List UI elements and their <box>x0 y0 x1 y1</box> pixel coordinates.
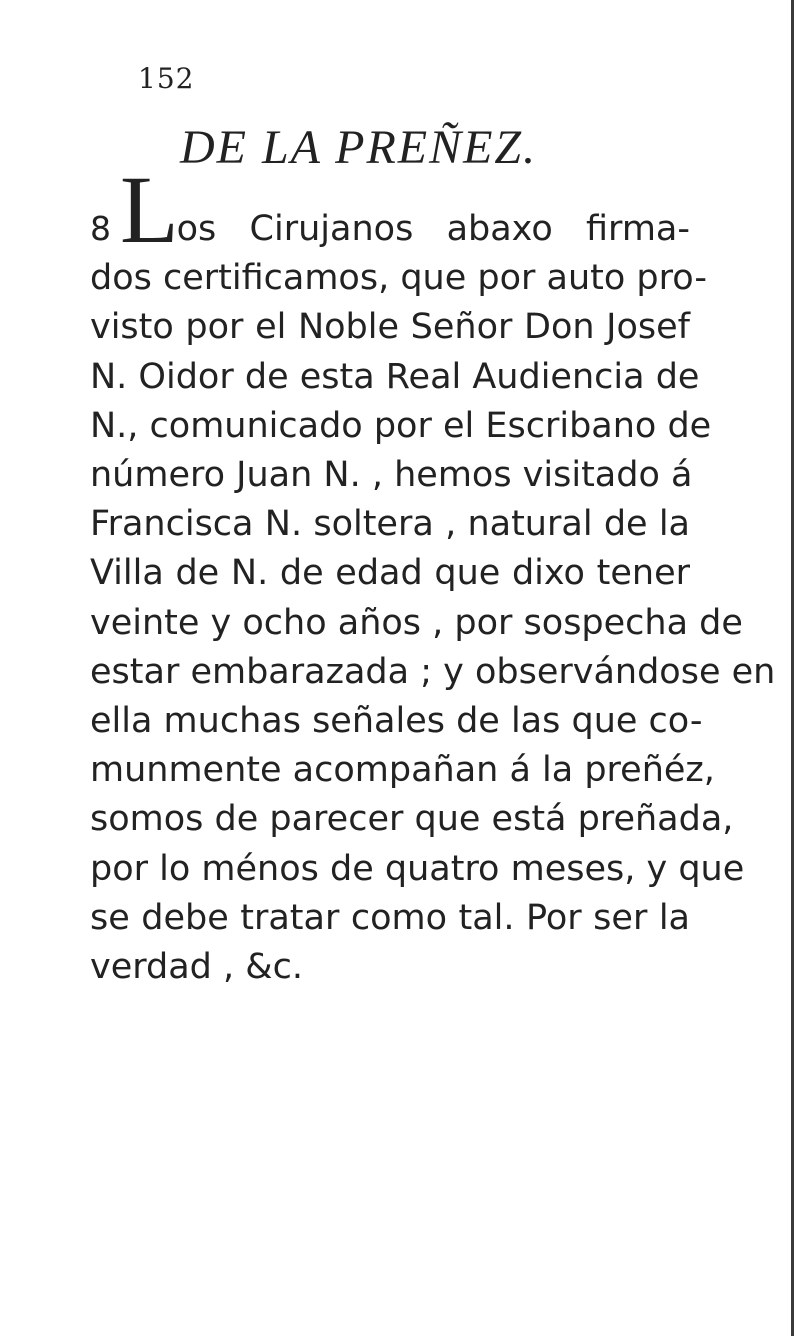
page-edge-rule <box>791 0 794 1336</box>
text-line: visto por el Noble Señor Don Josef <box>90 307 690 348</box>
page-number: 152 <box>138 62 195 95</box>
text-line: N. Oidor de esta Real Audiencia de <box>90 356 700 397</box>
text-line: veinte y ocho años , por sospecha de <box>90 602 743 643</box>
certificate-text <box>90 156 776 992</box>
text-line: verdad , &c. <box>90 947 303 988</box>
text-line: número Juan N. , hemos visitado á <box>90 455 693 496</box>
text-line: somos de parecer que está preñada, <box>90 799 734 840</box>
section-title: DE LA PREÑEZ. <box>180 121 538 174</box>
text-line: por lo ménos de quatro meses, y que <box>90 848 745 889</box>
text-line: Francisca N. soltera , natural de la <box>90 504 690 545</box>
text-line: N., comunicado por el Escribano de <box>90 405 712 446</box>
text-line: dos certificamos, que por auto pro- <box>90 258 707 299</box>
text-line: se debe tratar como tal. Por ser la <box>90 897 690 938</box>
text-line: 8Los Cirujanos abaxo firma- <box>90 156 690 263</box>
text-line: estar embarazada ; y observándose en <box>90 651 776 692</box>
text-line: ella muchas señales de las que co- <box>90 701 703 742</box>
entry-number: 8 <box>90 209 111 248</box>
text-line: munmente acompañan á la preñéz, <box>90 750 715 791</box>
drop-cap: L <box>120 156 179 263</box>
text-line: Villa de N. de edad que dixo tener <box>90 553 690 594</box>
